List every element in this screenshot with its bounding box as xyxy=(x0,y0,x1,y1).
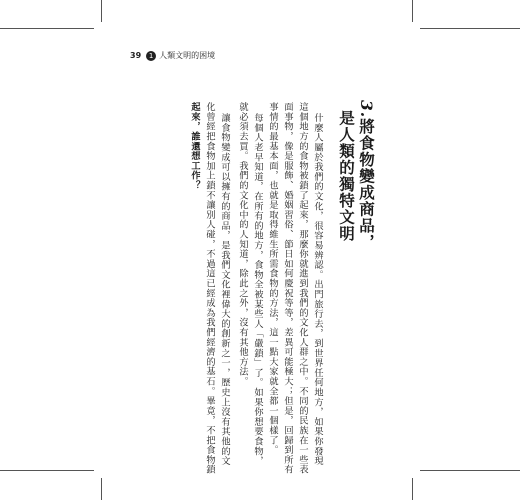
crop-mark xyxy=(420,28,520,29)
body-column: 起來，誰還想工作？ xyxy=(189,102,200,191)
crop-mark xyxy=(0,28,94,29)
body-column: 每個人老早知道，在所有的地方，食物全被某些人「嚴鎖」了。如果你想要食物， xyxy=(252,113,263,466)
body-column: 這個地方的食物被鎖了起來，那麼你就進到我們的文化人群之中。不同的民族在一些表 xyxy=(297,102,308,475)
running-header xyxy=(130,50,215,61)
crop-mark xyxy=(101,0,102,22)
body-column: 就必須去買。我們的文化中的人知道，除此之外，沒有其他方法。 xyxy=(237,102,248,387)
crop-mark xyxy=(0,470,94,471)
body-column: 化曾經把食物加上鎖不讓別人碰，不過這已經成為我們經濟的基石。畢竟，不把食物鎖 xyxy=(204,102,215,475)
body-column: 讓食物變成可以擁有的商品，是我們文化裡偉大的創新之一，歷史上沒有其他的文 xyxy=(219,113,230,466)
page-number: 39 xyxy=(130,51,142,60)
section-title-line2: 是人類的獨特文明 xyxy=(337,110,356,242)
crop-mark xyxy=(101,478,102,500)
crop-mark xyxy=(412,0,413,22)
crop-mark xyxy=(420,470,520,471)
crop-mark xyxy=(412,478,413,500)
chapter-title: 人類文明的困境 xyxy=(159,51,216,60)
section-number: 3. xyxy=(357,100,376,119)
chapter-number-badge: 1 xyxy=(146,51,156,61)
body-column: 什麼人屬於我們的文化，很容易辨認。出門旅行去，到世界任何地方，如果你發現 xyxy=(312,113,323,466)
body-column: 事情的最基本面，也就是取得維生所需食物的方法，這一點大家就全都一個樣了。 xyxy=(267,102,278,455)
section-title-line1: 3.將食物變成商品， xyxy=(357,100,376,251)
body-column: 面事物，像是服飾、婚姻習俗、節日如何慶祝等等，差異可能極大；但是，回歸到所有 xyxy=(282,102,293,475)
